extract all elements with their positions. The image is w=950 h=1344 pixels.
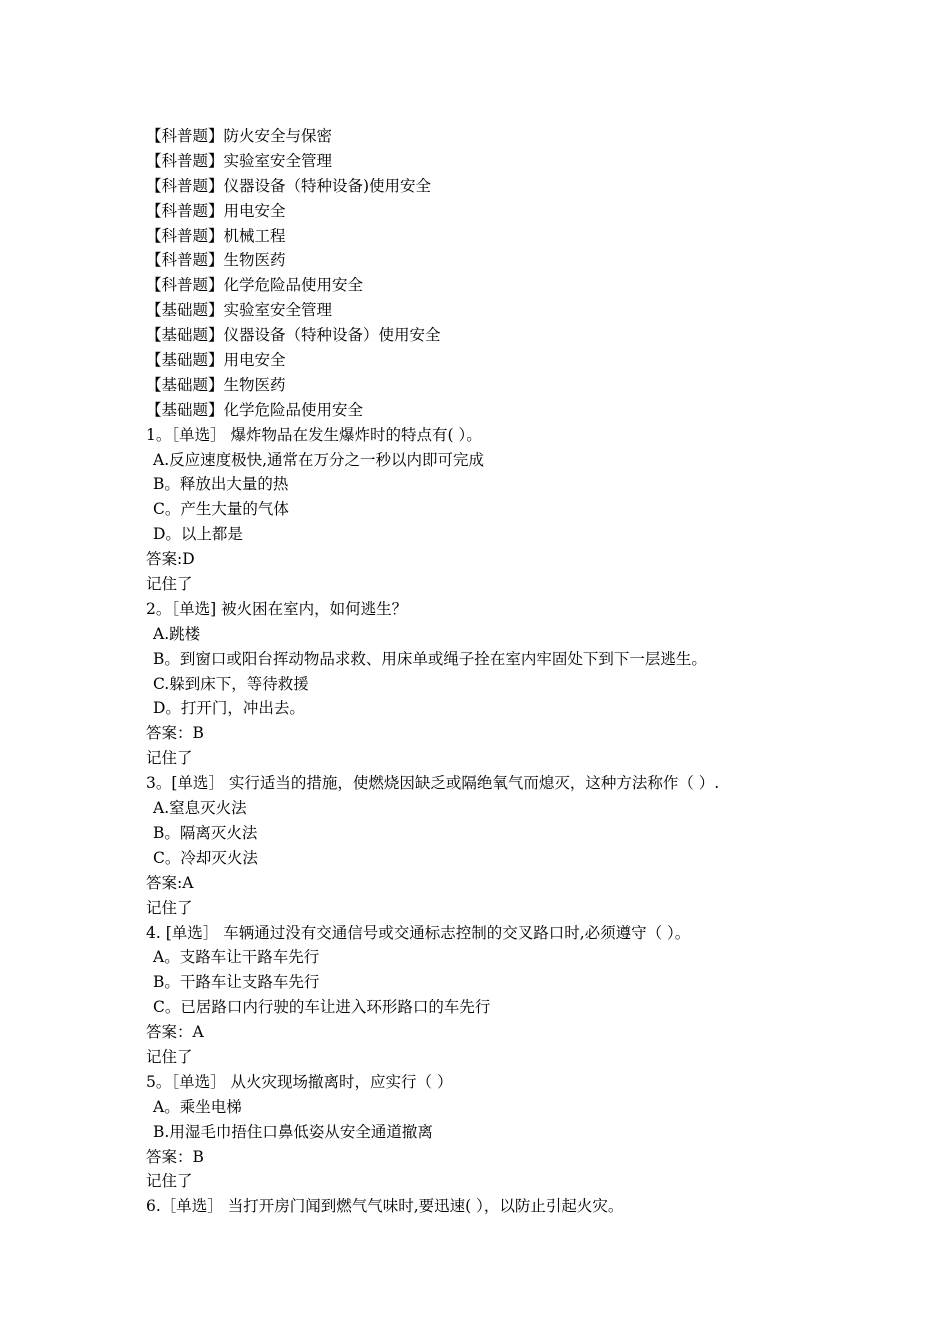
option-a: A.窒息灭火法 xyxy=(153,799,247,818)
question-text: 4. [单选］ 车辆通过没有交通信号或交通标志控制的交叉路口时,必须遵守（ ）。 xyxy=(146,923,691,942)
category-item: 【科普题】实验室安全管理 xyxy=(146,151,333,170)
question-3 xyxy=(146,771,906,920)
category-item: 【基础题】用电安全 xyxy=(146,351,286,370)
option-c: C.躲到床下，等待救援 xyxy=(153,674,309,693)
category-item: 【科普题】用电安全 xyxy=(146,201,286,220)
answer-text: 答案：A xyxy=(146,1023,204,1042)
category-list xyxy=(146,124,906,423)
category-item: 【科普题】生物医药 xyxy=(146,251,286,270)
option-c: C。产生大量的气体 xyxy=(153,500,289,519)
category-item: 【科普题】防火安全与保密 xyxy=(146,127,333,145)
option-d: D。打开门，冲出去。 xyxy=(153,699,305,718)
option-b: B.用湿毛巾捂住口鼻低姿从安全通道撤离 xyxy=(153,1122,433,1141)
option-a: A。支路车让干路车先行 xyxy=(153,948,320,967)
question-2 xyxy=(146,597,906,771)
remember-text: 记住了 xyxy=(146,575,193,594)
option-b: B。隔离灭火法 xyxy=(153,823,258,842)
option-b: B。释放出大量的热 xyxy=(153,475,289,494)
option-b: B。到窗口或阳台挥动物品求救、用床单或绳子拴在室内牢固处下到下一层逃生。 xyxy=(153,649,707,668)
question-text: 5。［单选］ 从火灾现场撤离时，应实行（ ） xyxy=(146,1072,453,1091)
option-b: B。干路车让支路车先行 xyxy=(153,973,320,992)
question-4 xyxy=(146,921,906,1070)
category-item: 【科普题】机械工程 xyxy=(146,226,286,245)
question-text: 1。［单选］ 爆炸物品在发生爆炸时的特点有( ）。 xyxy=(146,425,482,444)
category-item: 【基础题】化学危险品使用安全 xyxy=(146,400,364,419)
question-5 xyxy=(146,1070,906,1194)
option-d: D。以上都是 xyxy=(153,525,243,544)
document-page xyxy=(146,124,906,1219)
question-text: 6.［单选］ 当打开房门闻到燃气气味时,要迅速( ），以防止引起火灾。 xyxy=(146,1197,624,1216)
answer-text: 答案:D xyxy=(146,550,195,569)
option-c: C。已居路口内行驶的车让进入环形路口的车先行 xyxy=(153,998,491,1017)
question-text: 3。[单选］ 实行适当的措施，使燃烧因缺乏或隔绝氧气而熄灭，这种方法称作（ ）. xyxy=(146,774,720,793)
remember-text: 记住了 xyxy=(146,749,193,768)
remember-text: 记住了 xyxy=(146,898,193,917)
remember-text: 记住了 xyxy=(146,1047,193,1066)
remember-text: 记住了 xyxy=(146,1172,193,1191)
category-item: 【科普题】化学危险品使用安全 xyxy=(146,276,364,295)
question-6 xyxy=(146,1194,906,1219)
answer-text: 答案：B xyxy=(146,724,204,743)
option-a: A.反应速度极快,通常在万分之一秒以内即可完成 xyxy=(153,450,485,469)
category-item: 【基础题】实验室安全管理 xyxy=(146,301,333,320)
category-item: 【科普题】仪器设备（特种设备)使用安全 xyxy=(146,176,432,195)
question-text: 2。［单选] 被火困在室内，如何逃生？ xyxy=(146,599,408,618)
category-item: 【基础题】生物医药 xyxy=(146,375,286,394)
option-a: A。乘坐电梯 xyxy=(153,1097,242,1116)
answer-text: 答案:A xyxy=(146,873,194,892)
option-c: C。冷却灭火法 xyxy=(153,848,258,867)
answer-text: 答案：B xyxy=(146,1147,204,1166)
option-a: A.跳楼 xyxy=(153,624,201,643)
question-1 xyxy=(146,423,906,597)
category-item: 【基础题】仪器设备（特种设备）使用安全 xyxy=(146,326,441,345)
